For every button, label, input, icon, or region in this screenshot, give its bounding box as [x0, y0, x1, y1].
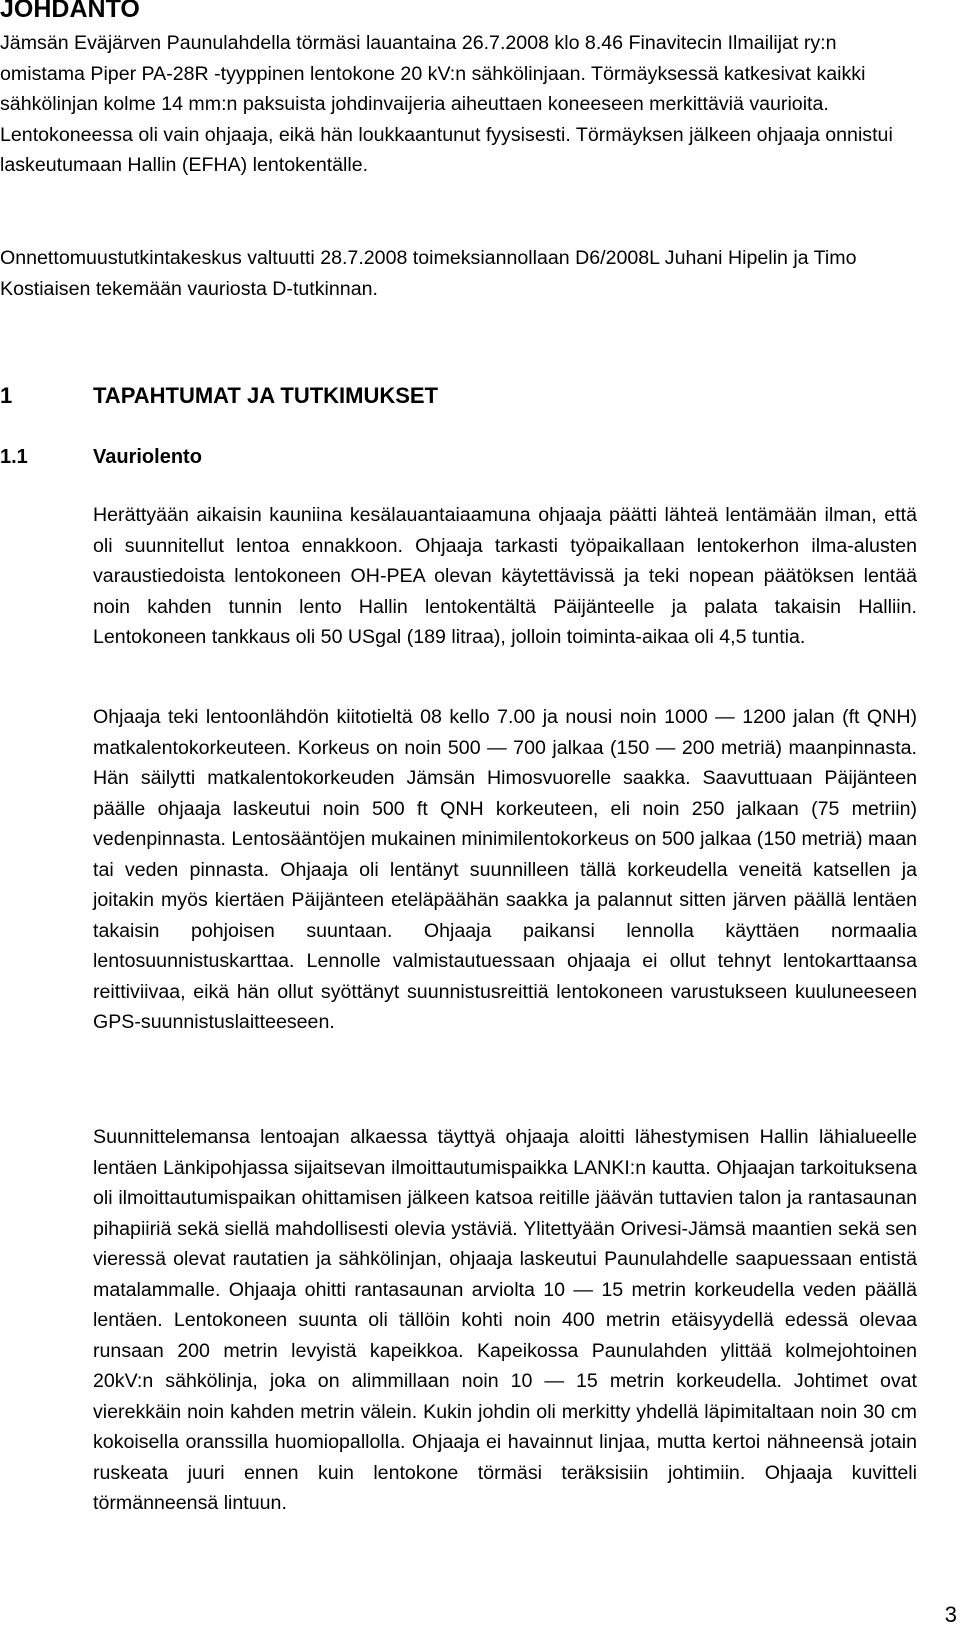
page-number: 3	[944, 1602, 957, 1627]
section-title: TAPAHTUMAT JA TUTKIMUKSET	[93, 383, 439, 408]
body-paragraph: Suunnittelemansa lentoajan alkaessa täyttyä ohjaaja aloitti lähestymisen Hallin lähialueelle lentäen Länkipohjassa sijaitsevan ilmoittautumispaikka LANKI:n kautta. Ohjaajan tarkoituksena oli ilmoittautumispaikan ohittamisen jälkeen katsoa reitille jäävän tuttavien talon ja rantasaunan pihapiiriä sekä siellä mahdollisesti olevia ystäviä. Ylitettyään Orivesi-Jämsä maantien sekä sen vieressä olevat rautatien ja sähkölinjan, ohjaaja laskeutui Paunulahdelle saapuessaan entistä matalammalle. Ohjaaja ohitti rantasaunan arviolta 10 — 15 metrin korkeudella veden päällä lentäen. Lentokoneen suunta oli tällöin kohti noin 400 metrin etäisyydellä edessä olevaa runsaan 200 metrin levyistä kapeikkoa. Kapeikossa Paunulahden ylittää kolmejohtoinen 20kV:n sähkölinja, joka on alimmillaan noin 10 — 15 metrin korkeudella. Johtimet ovat vierekkäin noin kahden metrin välein. Kukin johdin oli merkitty yhdellä läpimitaltaan noin 30 cm kokoisella oranssilla huomiopallolla. Ohjaaja ei havainnut linjaa, mutta kertoi nähneensä jotain ruskeata juuri ennen kuin lentokone törmäsi teräksisiin johtimiin. Ohjaaja kuvitteli törmänneensä lintuun.	[93, 1126, 917, 1514]
section-number: 1	[0, 383, 13, 408]
document-title: JOHDANTO	[0, 0, 140, 23]
intro-paragraph: Jämsän Eväjärven Paunulahdella törmäsi lauantaina 26.7.2008 klo 8.46 Finavitecin Ilmailijat ry:n omistama Piper PA-28R -tyyppinen lentokone 20 kV:n sähkölinjaan. Törmäyksessä katkesivat kaikki sähkölinjan kolme 14 mm:n paksuista johdinvaijeria aiheuttaen koneeseen merkittäviä vaurioita. Lentokoneessa oli vain ohjaaja, eikä hän loukkaantunut fyysisesti. Törmäyksen jälkeen ohjaaja onnistui laskeutumaan Hallin (EFHA) lentokentälle.	[0, 32, 893, 176]
subsection-title: Vauriolento	[93, 446, 202, 468]
body-paragraph: Herättyään aikaisin kauniina kesälauantaiaamuna ohjaaja päätti lähteä lentämään ilman, että oli suunnitellut lentoa ennakkoon. Ohjaaja tarkasti työpaikallaan lentokerhon ilma-alusten varaustiedoista lentokoneen OH-PEA olevan käytettävissä ja teki nopean päätöksen lentää noin kahden tunnin lento Hallin lentokentältä Päijänteelle ja palata takaisin Halliin. Lentokoneen tankkaus oli 50 USgal (189 litraa), jolloin toiminta-aikaa oli 4,5 tuntia.	[93, 504, 917, 648]
body-paragraph: Ohjaaja teki lentoonlähdön kiitotieltä 08 kello 7.00 ja nousi noin 1000 — 1200 jalan (ft QNH) matkalentokorkeuteen. Korkeus on noin 500 — 700 jalkaa (150 — 200 metriä) maanpinnasta. Hän säilytti matkalentokorkeuden Jämsän Himosvuorelle saakka. Saavuttuaan Päijänteen päälle ohjaaja laskeutui noin 500 ft QNH korkeuteen, eli noin 250 jalkaan (75 metriin) vedenpinnasta. Lentosääntöjen mukainen minimilentokorkeus on 500 jalkaa (150 metriä) maan tai veden pinnasta. Ohjaaja oli lentänyt suunnilleen tällä korkeudella veneitä katsellen ja joitakin myös kiertäen Päijänteen eteläpäähän saakka ja palannut sitten järven päällä lentäen takaisin pohjoisen suuntaan. Ohjaaja paikansi lennolla käyttäen normaalia lentosuunnistuskarttaa. Lennolle valmistautuessaan ohjaaja ei ollut tehnyt lentokarttaansa reittiviivaa, eikä hän ollut syöttänyt suunnistusreittiä lentokoneen varustukseen kuuluneeseen GPS-suunnistuslaitteeseen.	[93, 706, 917, 1033]
intro-paragraph: Onnettomuustutkintakeskus valtuutti 28.7.2008 toimeksiannollaan D6/2008L Juhani Hipelin ja Timo Kostiaisen tekemään vauriosta D-tutkinnan.	[0, 247, 857, 300]
subsection-number: 1.1	[0, 446, 28, 468]
